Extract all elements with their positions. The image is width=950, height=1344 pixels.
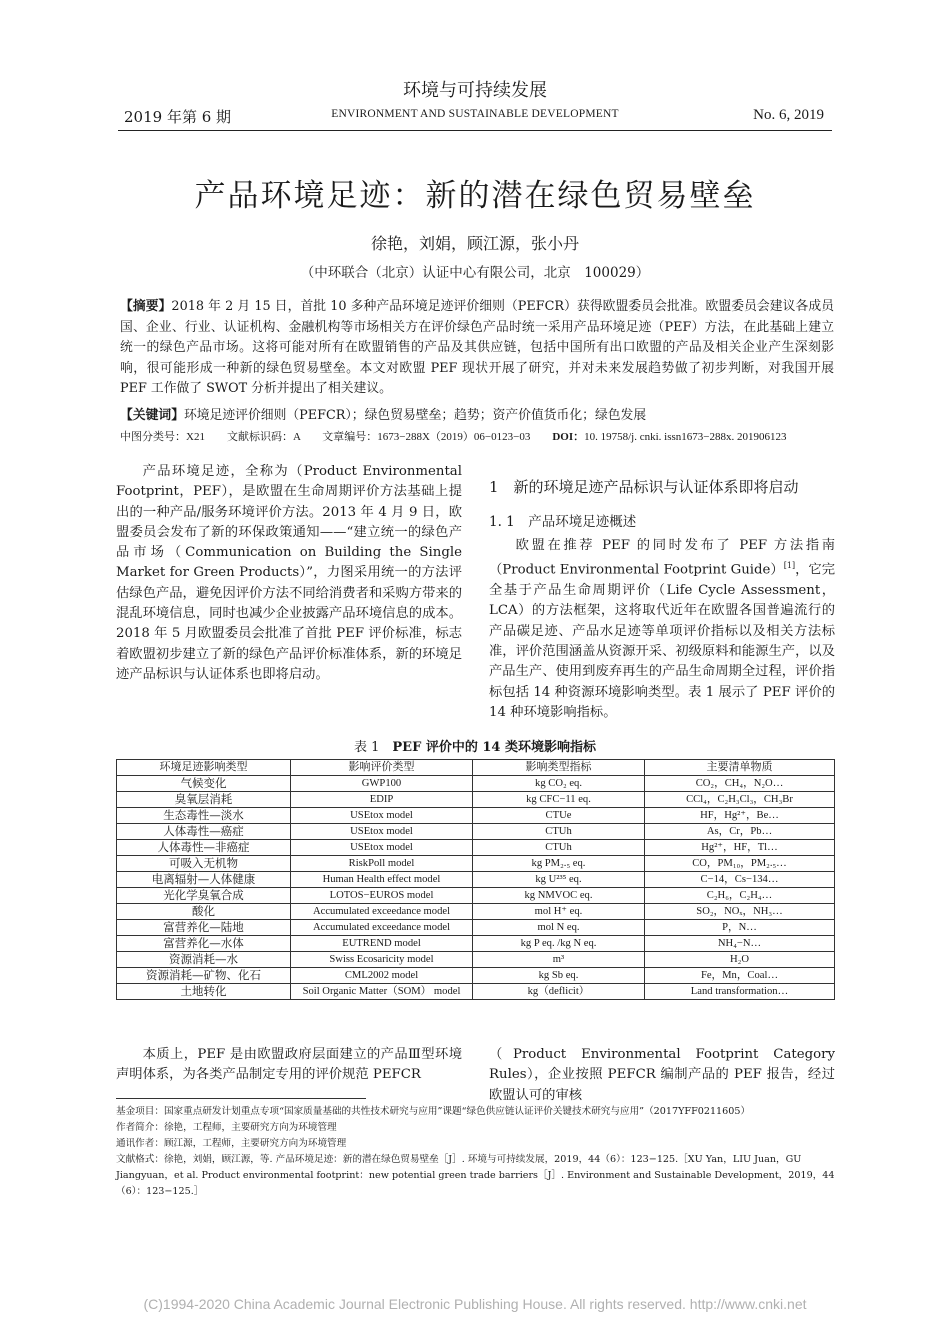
table-cell: 人体毒性—非癌症	[117, 840, 291, 856]
table-cell: mol H⁺ eq.	[473, 904, 645, 920]
table-cell: CCl₄，C₂H₃Cl₃，CH₃Br	[645, 792, 835, 808]
table-cell: kg PM₂.₅ eq.	[473, 856, 645, 872]
footnote-corresponding: 通讯作者：顾江源，工程师，主要研究方向为环境管理	[116, 1138, 347, 1149]
table-cell: Land transformation…	[645, 984, 835, 1000]
table-cell: USEtox model	[291, 808, 473, 824]
section-heading-1: 1 新的环境足迹产品标识与认证体系即将启动	[489, 478, 799, 496]
table-cell: kg NMVOC eq.	[473, 888, 645, 904]
keywords-text: 环境足迹评价细则（PEFCR）；绿色贸易壁垒；趋势；资产价值货币化；绿色发展	[183, 408, 647, 423]
table-cell: RiskPoll model	[291, 856, 473, 872]
table-cell: kg P eq. /kg N eq.	[473, 936, 645, 952]
table-cell: USEtox model	[291, 824, 473, 840]
table-cell: P，N…	[645, 920, 835, 936]
table-cell: USEtox model	[291, 840, 473, 856]
journal-title-en: ENVIRONMENT AND SUSTAINABLE DEVELOPMENT	[331, 108, 619, 120]
table-cell: Swiss Ecosaricity model	[291, 952, 473, 968]
table-cell: 富营养化—陆地	[117, 920, 291, 936]
table-cell: H₂O	[645, 952, 835, 968]
footnote-citation: 文献格式：徐艳，刘娟，顾江源，等. 产品环境足迹：新的潜在绿色贸易壁垒［J］. 环境与可持续发展，2019，44（6）：123−125.［XU Yan，LIU Juan，GU Jiangyuan，et al. Product environmental footprint：new potential green trade barriers［J］. Environment and Sustainable Development，2019，44（6）：123−125.］	[116, 1154, 835, 1197]
author-list: 徐艳，刘娟，顾江源，张小丹	[370, 234, 579, 253]
copyright-footer: (C)1994-2020 China Academic Journal Electronic Publishing House. All rights reserved. http://www.cnki.net	[143, 1296, 807, 1312]
table-row	[117, 968, 835, 984]
keywords	[120, 406, 834, 426]
table-cell: CO，PM₁₀，PM₂.₅…	[645, 856, 835, 872]
table-cell: 生态毒性—淡水	[117, 808, 291, 824]
table-cell: CTUh	[473, 824, 645, 840]
table-cell: 土地转化	[117, 984, 291, 1000]
table-cell: 资源消耗—水	[117, 952, 291, 968]
table-row	[117, 872, 835, 888]
table-cell: 人体毒性—癌症	[117, 824, 291, 840]
affiliation: （中环联合（北京）认证中心有限公司，北京 100029）	[300, 265, 650, 281]
table-cell: SO₂，NOₓ，NH₃…	[645, 904, 835, 920]
table-cell: 资源消耗—矿物、化石	[117, 968, 291, 984]
table-cell: kg（deflicit）	[473, 984, 645, 1000]
table-caption	[0, 736, 950, 755]
journal-title-cn: 环境与可持续发展	[403, 80, 547, 101]
table-cell: CTUh	[473, 840, 645, 856]
table-row	[117, 920, 835, 936]
table-cell: m³	[473, 952, 645, 968]
table-header-row	[117, 760, 835, 776]
table-row	[117, 904, 835, 920]
table-caption-prefix: 表 1	[354, 740, 393, 755]
table-cell: 光化学臭氧合成	[117, 888, 291, 904]
table-cell: CTUe	[473, 808, 645, 824]
table-cell: 酸化	[117, 904, 291, 920]
section-heading-1-1: 1. 1 产品环境足迹概述	[489, 514, 637, 530]
header-divider	[118, 130, 832, 131]
doi-value: 10. 19758/j. cnki. issn1673−288x. 201906123	[584, 431, 787, 443]
table-cell: kg Sb eq.	[473, 968, 645, 984]
table-header-cell: 主要清单物质	[645, 760, 835, 776]
table-cell: Human Health effect model	[291, 872, 473, 888]
footnote-author-bio: 作者简介：徐艳，工程师，主要研究方向为环境管理	[116, 1122, 337, 1133]
issue-en: No. 6, 2019	[753, 107, 824, 123]
footnote-divider	[116, 1098, 366, 1099]
table-row	[117, 856, 835, 872]
table-cell: 可吸入无机物	[117, 856, 291, 872]
table-cell: 臭氧层消耗	[117, 792, 291, 808]
table-cell: 气候变化	[117, 776, 291, 792]
issue-cn: 2019 年第 6 期	[124, 108, 232, 126]
table-cell: C₂H₆，C₂H₄…	[645, 888, 835, 904]
table-cell: Accumulated exceedance model	[291, 920, 473, 936]
table-cell: Soil Organic Matter（SOM） model	[291, 984, 473, 1000]
doi-label: DOI：	[552, 431, 585, 443]
abstract	[120, 297, 834, 400]
abstract-label: 【摘要】	[120, 299, 172, 314]
table-cell: EDIP	[291, 792, 473, 808]
table-row	[117, 776, 835, 792]
citation-ref[interactable]: [1]	[783, 561, 796, 571]
continued-paragraph-right: （Product Environmental Footprint Category Rules），企业按照 PEFCR 编制产品的 PEF 报告，经过欧盟认可的审核	[489, 1047, 835, 1103]
footnotes	[116, 1104, 836, 1200]
table-cell: Fe，Mn，Coal…	[645, 968, 835, 984]
table-cell: CO₂，CH₄，N₂O…	[645, 776, 835, 792]
table-row	[117, 840, 835, 856]
abstract-text: 2018 年 2 月 15 日，首批 10 多种产品环境足迹评价细则（PEFCR）获得欧盟委员会批准。欧盟委员会建议各成员国、企业、行业、认证机构、金融机构等市场相关方在评价绿色产品时统一采用产品环境足迹（PEF）方法，在此基础上建立统一的绿色产品市场。这将可能对所有在欧盟销售的产品及其供应链，包括中国所有出口欧盟的产品及相关企业产生深刻影响，很可能形成一种新的绿色贸易壁垒。本文对欧盟 PEF 现状开展了研究，并对未来发展趋势做了初步判断，对我国开展 PEF 工作做了 SWOT 分析并提出了相关建议。	[120, 299, 834, 396]
overview-text-a: 欧盟在推荐 PEF 的同时发布了 PEF 方法指南（Product Environmental Footprint Guide）	[489, 538, 835, 578]
table-cell: 富营养化—水体	[117, 936, 291, 952]
table-cell: Accumulated exceedance model	[291, 904, 473, 920]
table-cell: Hg²⁺，HF，Tl…	[645, 840, 835, 856]
table-cell: kg CFC−11 eq.	[473, 792, 645, 808]
table-cell: mol N eq.	[473, 920, 645, 936]
article-title: 产品环境足迹：新的潜在绿色贸易壁垒	[194, 178, 756, 214]
keywords-label: 【关键词】	[120, 408, 184, 423]
table-cell: As，Cr，Pb…	[645, 824, 835, 840]
table-caption-text: PEF 评价中的 14 类环境影响指标	[392, 740, 596, 755]
footnote-funding: 基金项目：国家重点研发计划重点专项“国家质量基础的共性技术研究与应用”课题“绿色供应链认证评价关键技术研究与应用”（2017YFF0211605）	[116, 1106, 751, 1117]
table-row	[117, 824, 835, 840]
table-cell: EUTREND model	[291, 936, 473, 952]
clc-info: 中图分类号：X21 文献标识码：A 文章编号：1673−288X（2019）06−0123−03	[120, 431, 553, 443]
classification-line	[120, 429, 850, 445]
table-cell: GWP100	[291, 776, 473, 792]
table-row	[117, 936, 835, 952]
overview-paragraph	[489, 536, 835, 723]
continued-paragraph-left: 本质上，PEF 是由欧盟政府层面建立的产品Ⅲ型环境声明体系，为各类产品制定专用的评价规范 PEFCR	[116, 1047, 462, 1083]
table-row	[117, 888, 835, 904]
table-cell: CML2002 model	[291, 968, 473, 984]
table-cell: LOTOS−EUROS model	[291, 888, 473, 904]
table-row	[117, 984, 835, 1000]
table-cell: HF，Hg²⁺，Be…	[645, 808, 835, 824]
table-row	[117, 808, 835, 824]
intro-paragraph: 产品环境足迹，全称为（Product Environmental Footprint，PEF），是欧盟在生命周期评价方法基础上提出的一种产品/服务环境评价方法。2013 年 4 月 9 日，欧盟委员会发布了新的环保政策通知——“建立统一的绿色产品市场（Communication on Building the Single Market for Green Products）”，力图采用统一的方法评估绿色产品，避免因评价方法不同给消费者和采购方带来的混乱环境信息，同时也减少企业披露产品环境信息的成本。2018 年 5 月欧盟委员会批准了首批 PEF 评价标准，标志着欧盟初步建立了新的绿色产品评价标准体系，新的环境足迹产品标识与认证体系也即将启动。	[116, 464, 462, 682]
table-cell: kg CO₂ eq.	[473, 776, 645, 792]
table-cell: kg U²³⁵ eq.	[473, 872, 645, 888]
table-header-cell: 影响类型指标	[473, 760, 645, 776]
table-row	[117, 952, 835, 968]
impact-indicator-table	[116, 759, 835, 1000]
table-cell: 电离辐射—人体健康	[117, 872, 291, 888]
table-header-cell: 影响评价类型	[291, 760, 473, 776]
table-cell: C−14，Cs−134…	[645, 872, 835, 888]
table-row	[117, 792, 835, 808]
overview-text-b: ，它完全基于产品生命周期评价（Life Cycle Assessment，LCA）的方法框架，这将取代近年在欧盟各国普遍流行的产品碳足迹、产品水足迹等单项评价指标以及相关方法标准，评价范围涵盖从资源开采、初级原料和能源生产，以及产品生产、使用到废弃再生的产品生命周期全过程，评价指标包括 14 种资源环境影响类型。表 1 展示了 PEF 评价的 14 种环境影响指标。	[489, 562, 835, 720]
table-cell: NH₄−N…	[645, 936, 835, 952]
table-header-cell: 环境足迹影响类型	[117, 760, 291, 776]
